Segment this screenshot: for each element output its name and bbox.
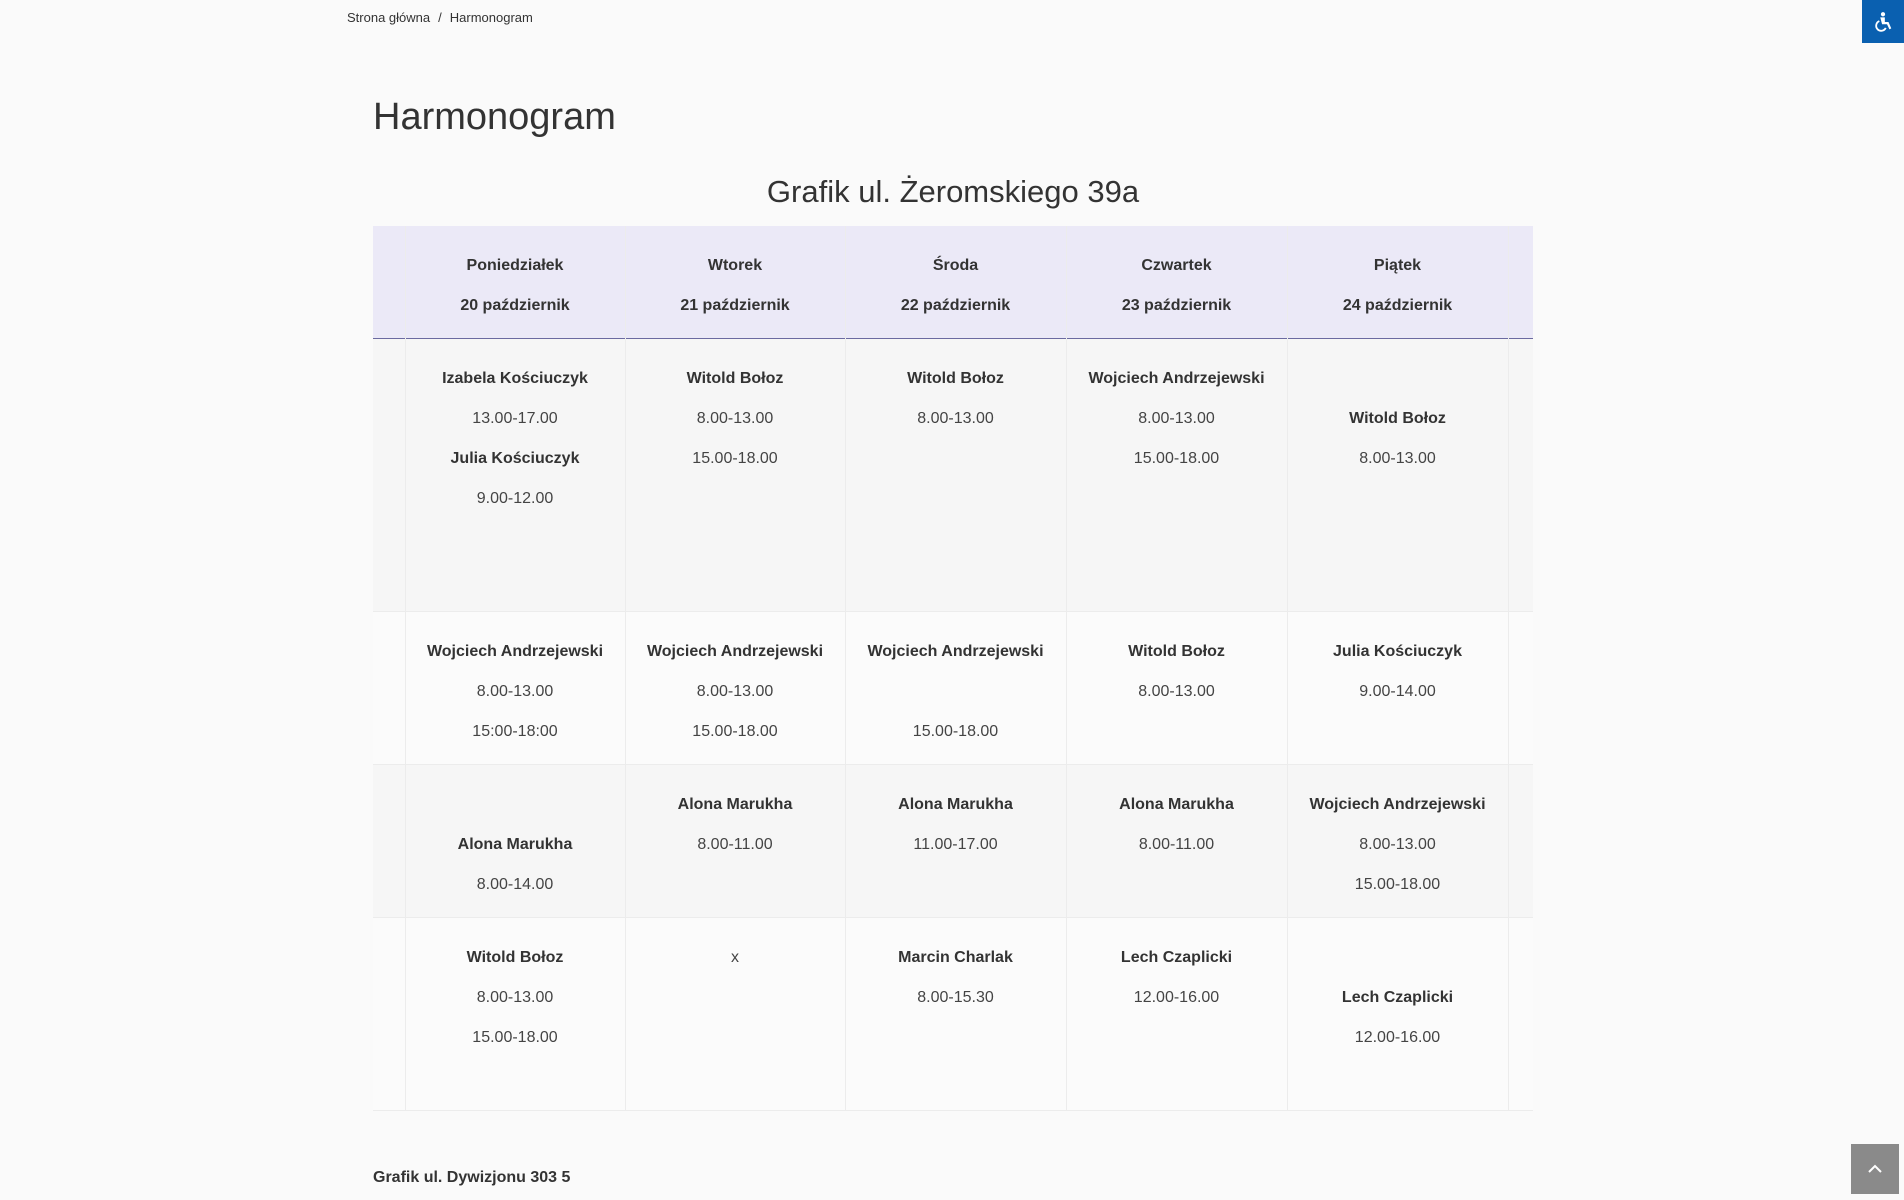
staff-name: Lech Czaplicki	[1341, 988, 1454, 1006]
shift-hours: 9.00-14.00	[1359, 682, 1436, 700]
staff-name: Lech Czaplicki	[1120, 948, 1233, 966]
row-spacer	[1508, 917, 1533, 1110]
shift-hours: 8.00-13.00	[476, 988, 554, 1006]
staff-name: Marcin Charlak	[898, 948, 1013, 966]
breadcrumb-home-link[interactable]: Strona główna	[347, 10, 431, 25]
row-spacer	[1508, 611, 1533, 764]
schedule-cell	[1287, 611, 1508, 764]
shift-hours: 15.00-18.00	[912, 722, 999, 740]
breadcrumb	[347, 10, 533, 25]
schedule-cell	[625, 611, 845, 764]
schedule-row	[373, 917, 1533, 1110]
row-spacer	[373, 338, 405, 611]
shift-hours: 15:00-18:00	[472, 722, 558, 740]
schedule-cell	[405, 611, 625, 764]
shift-hours: 8.00-13.00	[1359, 449, 1436, 467]
row-spacer	[1508, 764, 1533, 917]
schedule-cell	[625, 338, 845, 611]
accessibility-button[interactable]	[1862, 0, 1904, 43]
shift-hours: 8.00-13.00	[1138, 682, 1215, 700]
day-header	[405, 226, 625, 338]
shift-hours: 15.00-18.00	[1133, 449, 1220, 467]
day-header	[845, 226, 1066, 338]
staff-name: Witold Bołoz	[907, 369, 1004, 387]
shift-hours: x	[731, 948, 739, 966]
day-header	[1066, 226, 1287, 338]
schedule-cell	[1066, 764, 1287, 917]
staff-name	[846, 672, 1066, 712]
schedule-cell	[1066, 338, 1287, 611]
breadcrumb-current: Harmonogram	[449, 10, 533, 25]
chevron-up-icon	[1868, 1164, 1882, 1174]
schedule-cell	[1287, 917, 1508, 1110]
staff-name: Izabela Kościuczyk	[442, 369, 588, 387]
schedule-cell	[625, 764, 845, 917]
day-header	[625, 226, 845, 338]
shift-hours: 15.00-18.00	[472, 1028, 558, 1046]
header-spacer	[373, 226, 405, 338]
schedule-cell	[1287, 764, 1508, 917]
day-date: 21 październik	[680, 297, 790, 314]
day-date: 22 październik	[900, 297, 1011, 314]
row-spacer	[373, 611, 405, 764]
shift-hours: 13.00-17.00	[472, 409, 558, 427]
shift-hours: 12.00-16.00	[1354, 1028, 1441, 1046]
day-name: Wtorek	[707, 257, 763, 274]
back-to-top-button[interactable]	[1851, 1144, 1899, 1194]
day-name: Środa	[932, 257, 979, 274]
schedule-cell	[405, 917, 625, 1110]
shift-hours: 8.00-13.00	[696, 409, 774, 427]
shift-hours: 15.00-18.00	[692, 449, 778, 467]
schedule-cell	[625, 917, 845, 1110]
page-title: Harmonogram	[373, 96, 616, 138]
breadcrumb-separator: /	[438, 10, 442, 25]
schedule-cell	[405, 338, 625, 611]
schedule-cell	[845, 917, 1066, 1110]
shift-hours: 11.00-17.00	[913, 835, 998, 853]
staff-name: Julia Kościuczyk	[450, 449, 580, 467]
shift-hours: 8.00-13.00	[476, 682, 554, 700]
shift-hours: 15.00-18.00	[1354, 875, 1441, 893]
staff-name: Wojciech Andrzejewski	[426, 642, 604, 660]
row-spacer	[373, 764, 405, 917]
schedule-cell	[845, 338, 1066, 611]
staff-name: Wojciech Andrzejewski	[646, 642, 824, 660]
schedule-cell	[845, 764, 1066, 917]
schedule-header-row	[373, 226, 1533, 338]
day-date: 20 październik	[460, 297, 570, 314]
day-name: Piątek	[1373, 257, 1422, 274]
shift-hours: 8.00-14.00	[476, 875, 554, 893]
staff-name: Alona Marukha	[898, 795, 1013, 813]
schedule-row	[373, 764, 1533, 917]
day-header	[1287, 226, 1508, 338]
schedule-cell	[1287, 338, 1508, 611]
staff-name: Wojciech Andrzejewski	[1309, 795, 1486, 813]
schedule-row	[373, 338, 1533, 611]
day-name: Czwartek	[1141, 257, 1212, 274]
staff-name: Alona Marukha	[1119, 795, 1234, 813]
staff-name: Julia Kościuczyk	[1333, 642, 1462, 660]
day-name: Poniedziałek	[466, 257, 564, 274]
shift-hours: 8.00-13.00	[1138, 409, 1215, 427]
shift-hours: 12.00-16.00	[1133, 988, 1220, 1006]
staff-name: Witold Bołoz	[466, 948, 564, 966]
staff-name: Wojciech Andrzejewski	[1088, 369, 1265, 387]
accessibility-icon	[1872, 11, 1894, 33]
schedule-title: Grafik ul. Żeromskiego 39a	[766, 174, 1140, 209]
shift-hours: 8.00-13.00	[696, 682, 774, 700]
row-spacer	[1508, 338, 1533, 611]
shift-hours: 8.00-15.30	[917, 988, 994, 1006]
day-date: 23 październik	[1121, 297, 1232, 314]
staff-name: Wojciech Andrzejewski	[867, 642, 1044, 660]
schedule-row	[373, 611, 1533, 764]
day-date: 24 październik	[1342, 297, 1453, 314]
shift-hours: 8.00-11.00	[1138, 835, 1215, 853]
shift-hours: 9.00-12.00	[476, 489, 554, 507]
staff-name	[1288, 359, 1508, 399]
shift-hours: 8.00-13.00	[917, 409, 994, 427]
schedule-cell	[845, 611, 1066, 764]
header-spacer	[1508, 226, 1533, 338]
staff-name: Witold Bołoz	[1128, 642, 1225, 660]
shift-hours: 15.00-18.00	[692, 722, 778, 740]
schedule-cell	[1066, 611, 1287, 764]
staff-name: Alona Marukha	[457, 835, 573, 853]
schedule-table	[373, 226, 1533, 1111]
staff-name: Alona Marukha	[677, 795, 793, 813]
staff-name: Witold Bołoz	[686, 369, 784, 387]
second-schedule-title: Grafik ul. Dywizjonu 303 5	[373, 1169, 571, 1186]
shift-hours: 8.00-13.00	[1359, 835, 1436, 853]
schedule-cell	[1066, 917, 1287, 1110]
schedule-cell	[405, 764, 625, 917]
shift-hours: 8.00-11.00	[697, 835, 773, 853]
staff-name: Witold Bołoz	[1349, 409, 1446, 427]
row-spacer	[373, 917, 405, 1110]
staff-name	[406, 785, 625, 825]
staff-name	[1288, 938, 1508, 978]
